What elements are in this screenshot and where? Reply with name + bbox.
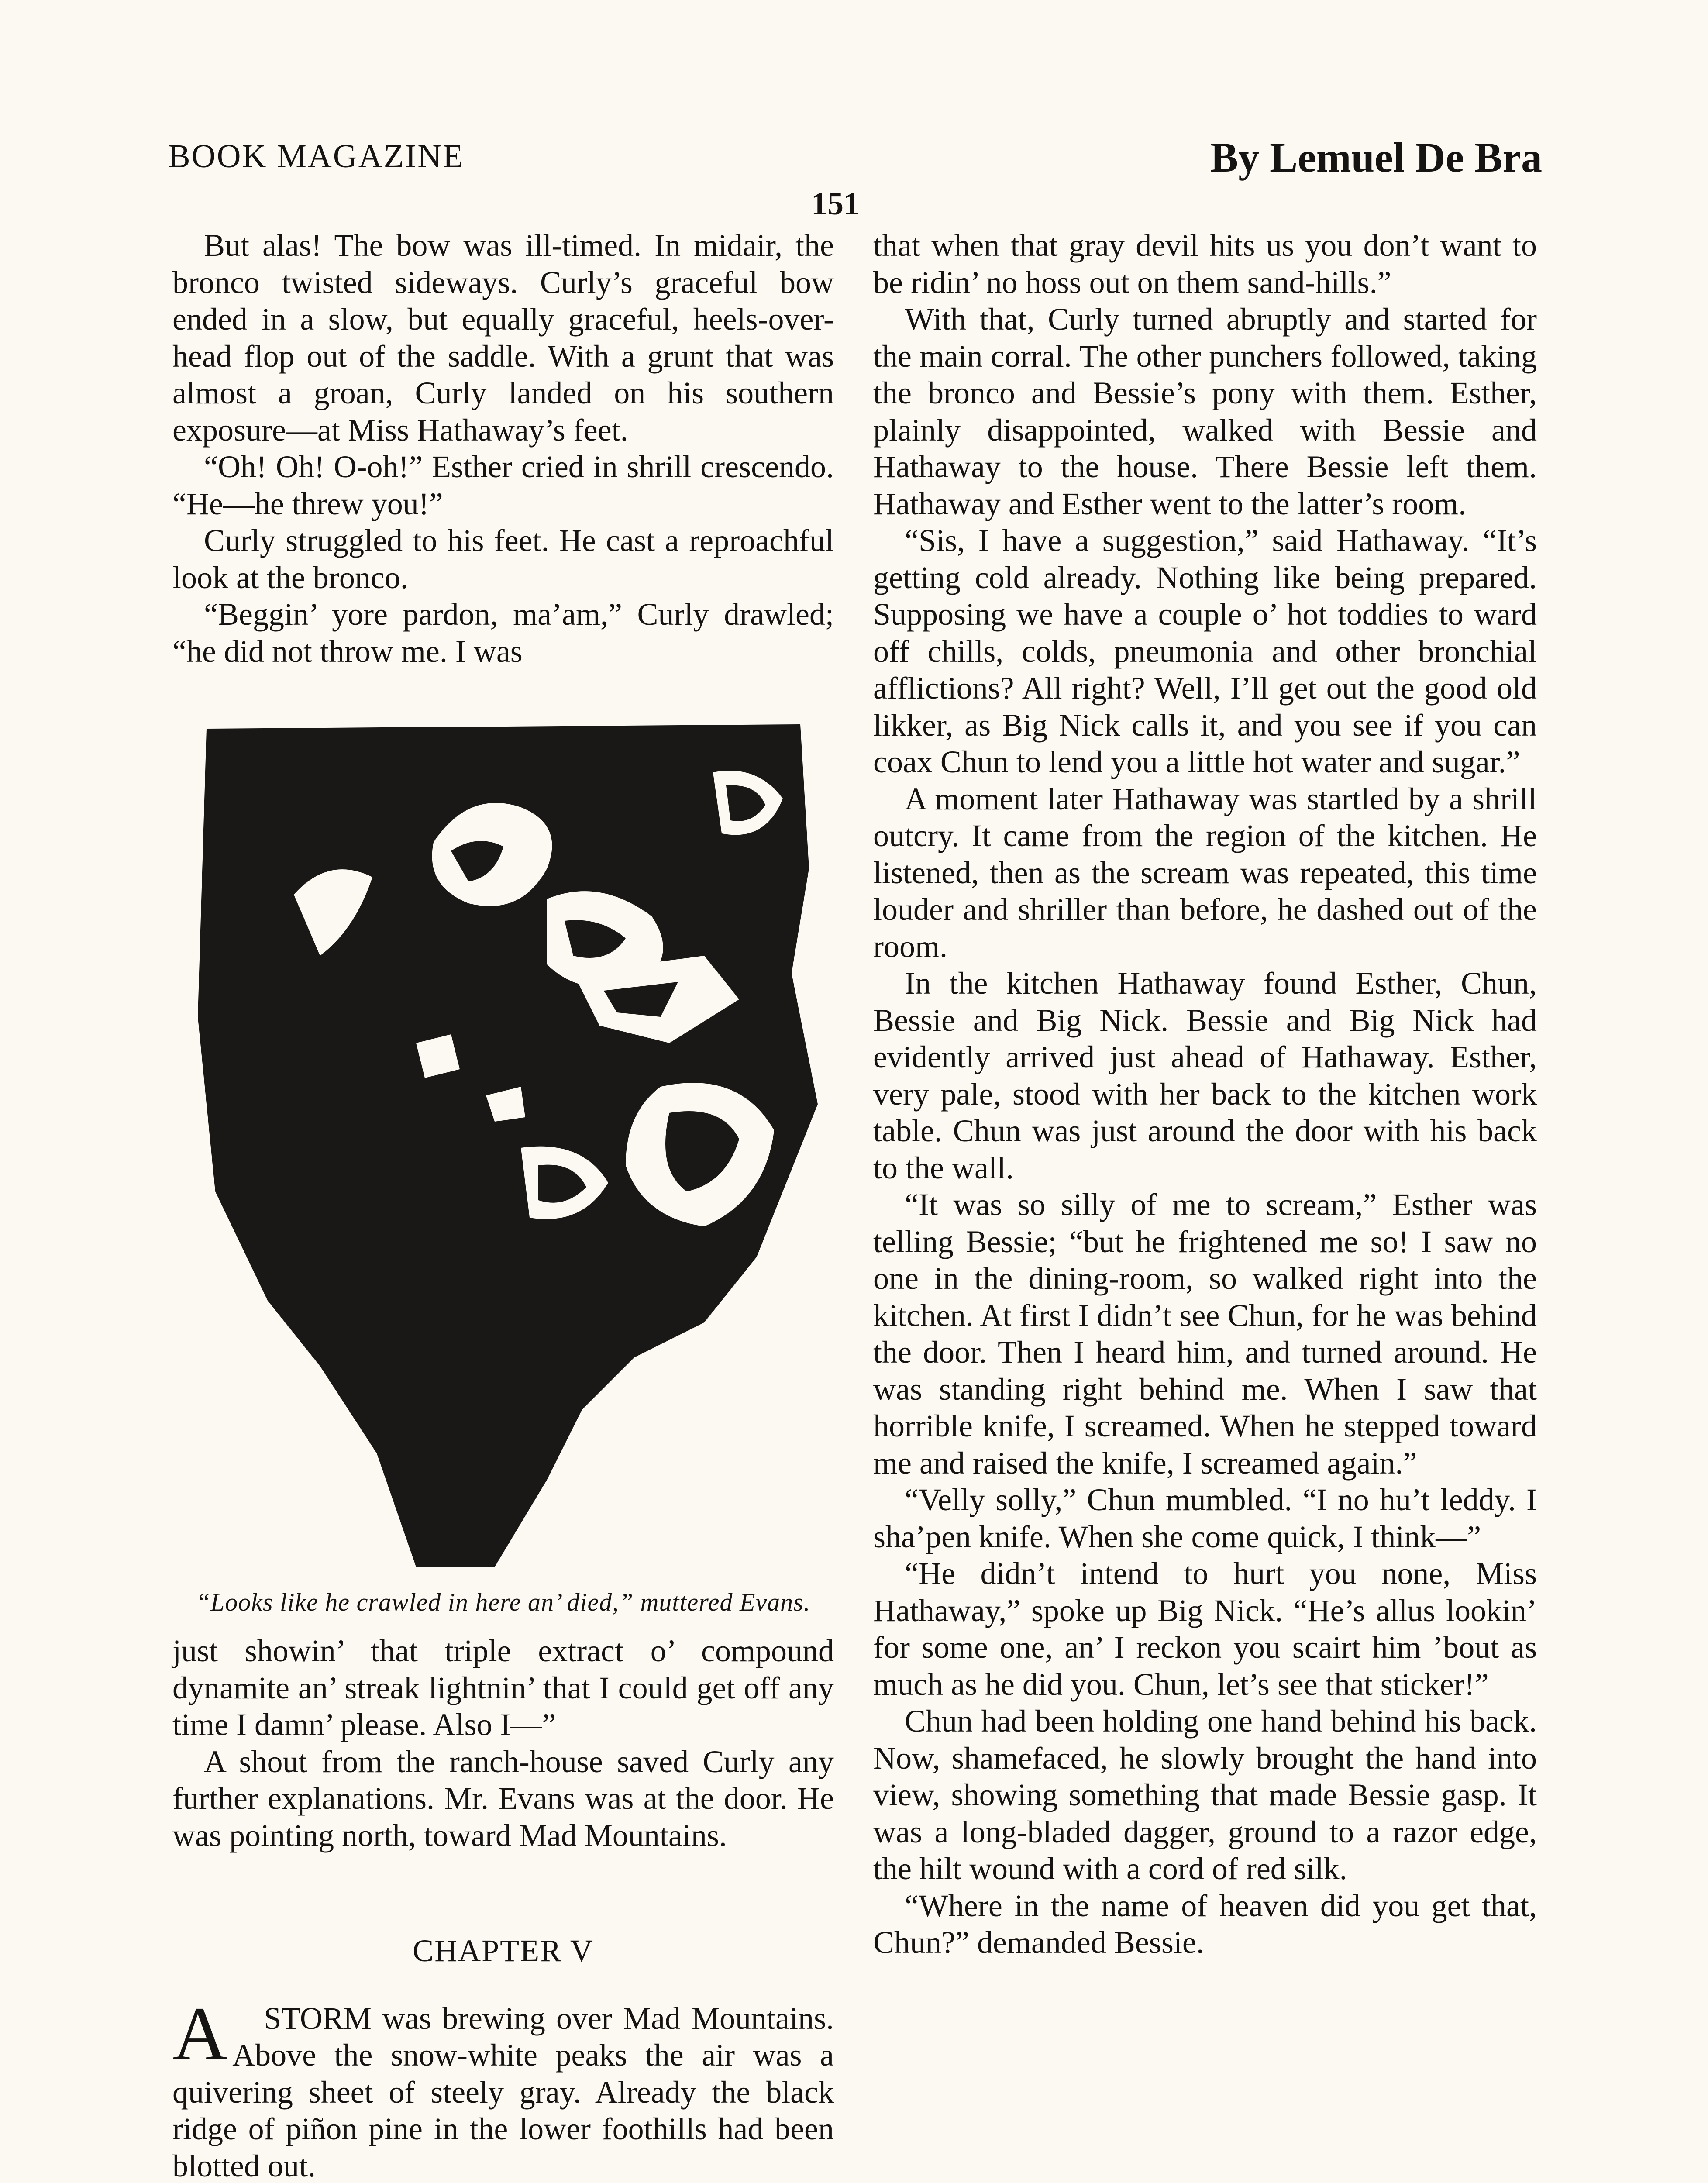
running-head-left: BOOK MAGAZINE (168, 138, 465, 175)
paragraph: In the kitchen Hathaway found Esther, Chun, Bessie and Big Nick. Bessie and Big Nick had evidently arrived just ahead of Hathaway. Esther, very pale, stood with her back to the kitchen work table. Chun was just around the door with his back to the wall. (873, 966, 1537, 1185)
paragraph: “Beggin’ yore pardon, ma’am,” Curly drawled; “he did not throw me. I was (172, 597, 834, 669)
paragraph: A moment later Hathaway was startled by a shrill outcry. It came from the region of the kitchen. He listened, then as the scream was repeated, this time louder and shriller than before, he dashed out of the room. (873, 781, 1537, 964)
paragraph: Chun had been holding one hand behind his back. Now, shamefaced, he slowly brought the hand into view, showing something that made Bessie gasp. It was a long-bladed dagger, ground to a razor edge, the hilt wound with a cord of red silk. (873, 1704, 1537, 1886)
illustration-caption: “Looks like he crawled in here an’ died,” muttered Evans. (196, 1588, 811, 1616)
paragraph: “Oh! Oh! O-oh!” Esther cried in shrill crescendo. “He—he threw you!” (172, 449, 834, 521)
ink-illustration (189, 711, 822, 1576)
paragraph: that when that gray devil hits us you don’t want to be ridin’ no hoss out on them sand-hills.” (873, 228, 1537, 300)
paragraph: “Velly solly,” Chun mumbled. “I no hu’t leddy. I sha’pen knife. When she come quick, I think—” (873, 1482, 1537, 1554)
paragraph: A shout from the ranch-house saved Curly any further explanations. Mr. Evans was at the door. He was pointing north, toward Mad Mountains. (172, 1744, 834, 1853)
paragraph: “Sis, I have a suggestion,” said Hathaway. “It’s getting cold already. Nothing like being prepared. Supposing we have a couple o’ hot toddies to ward off chills, colds, pneumonia and other bronchial afflictions? All right? Well, I’ll get out the good old likker, as Big Nick calls it, and you see if you can coax Chun to lend you a little hot water and sugar.” (873, 523, 1537, 779)
paragraph: “Where in the name of heaven did you get that, Chun?” demanded Bessie. (873, 1888, 1537, 1960)
paragraph: With that, Curly turned abruptly and started for the main corral. The other punchers followed, taking the bronco and Bessie’s pony with them. Esther, plainly disappointed, walked with Bessie and Hathaway to the house. There Bessie left them. Hathaway and Esther went to the latter’s room. (873, 302, 1537, 521)
left-column (172, 227, 834, 2183)
running-head-author: By Lemuel De Bra (1210, 134, 1542, 181)
paragraph: just showin’ that triple extract o’ compound dynamite an’ streak lightnin’ that I could get off any time I damn’ please. Also I—” (172, 1633, 834, 1742)
paragraph-with-dropcap (172, 1991, 834, 2183)
right-column (873, 227, 1537, 1961)
chapter-heading: CHAPTER V (413, 1933, 594, 1968)
paragraph: “It was so silly of me to scream,” Esther was telling Bessie; “but he frightened me so! I saw no one in the dining-room, so walked right into the kitchen. At first I didn’t see Chun, for he was behind the door. Then I heard him, and turned around. He was standing right behind me. When I saw that horrible knife, I screamed. When he stepped toward me and raised the knife, I screamed again.” (873, 1187, 1537, 1481)
drop-cap: A (172, 1991, 228, 2076)
paragraph-text: STORM was brewing over Mad Mountains. Above the snow-white peaks the air was a quivering sheet of steely gray. Already the black ridge of piñon pine in the lower foothills had been blotted out. (172, 2001, 834, 2183)
paragraph: Curly struggled to his feet. He cast a reproachful look at the bronco. (172, 523, 834, 595)
paragraph: But alas! The bow was ill-timed. In midair, the bronco twisted sideways. Curly’s graceful bow ended in a slow, but equally graceful, heels-over-head flop out of the saddle. With a grunt that was almost a groan, Curly landed on his southern exposure—at Miss Hathaway’s feet. (172, 228, 834, 448)
paragraph: “He didn’t intend to hurt you none, Miss Hathaway,” spoke up Big Nick. “He’s allus lookin’ for some one, an’ I reckon you scairt him ’bout as much as he did you. Chun, let’s see that sticker!” (873, 1556, 1537, 1702)
page-number: 151 (811, 186, 860, 222)
